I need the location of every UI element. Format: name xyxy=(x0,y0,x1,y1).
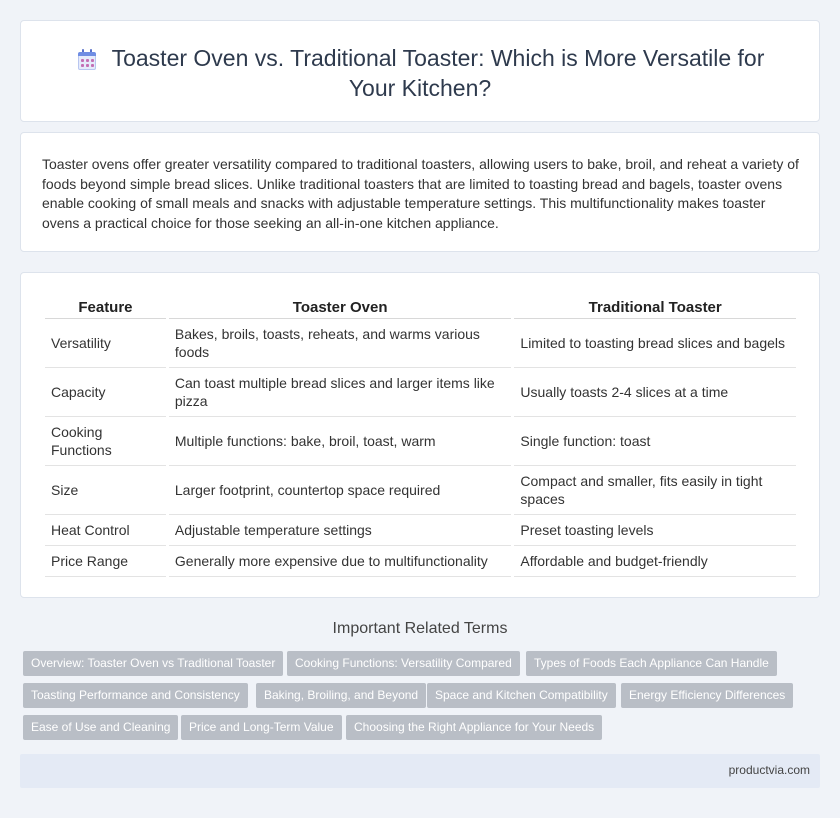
table-row xyxy=(45,546,796,577)
table-cell: Usually toasts 2-4 slices at a time xyxy=(514,368,796,417)
related-tag[interactable]: Price and Long-Term Value xyxy=(181,715,342,740)
table-cell: Larger footprint, countertop space required xyxy=(169,466,512,515)
header-toaster-oven: Toaster Oven xyxy=(169,295,512,319)
table-cell: Can toast multiple bread slices and larger items like pizza xyxy=(169,368,512,417)
table-row xyxy=(45,466,796,515)
table-row xyxy=(45,368,796,417)
intro-card xyxy=(20,132,820,252)
related-tag[interactable]: Choosing the Right Appliance for Your Needs xyxy=(346,715,602,740)
header-traditional-toaster: Traditional Toaster xyxy=(514,295,796,319)
related-tag[interactable]: Ease of Use and Cleaning xyxy=(23,715,178,740)
table-row xyxy=(45,319,796,368)
related-tag[interactable]: Energy Efficiency Differences xyxy=(621,683,793,708)
title-wrap xyxy=(61,43,779,103)
footer-site-link[interactable]: productvia.com xyxy=(728,763,810,777)
table-cell: Size xyxy=(45,466,166,515)
related-tag[interactable]: Baking, Broiling, and Beyond xyxy=(256,683,426,708)
related-tag[interactable]: Space and Kitchen Compatibility xyxy=(427,683,616,708)
table-cell: Affordable and budget-friendly xyxy=(514,546,796,577)
comparison-table xyxy=(42,295,799,577)
table-cell: Price Range xyxy=(45,546,166,577)
comparison-card xyxy=(20,272,820,598)
header-feature: Feature xyxy=(45,295,166,319)
related-terms-heading: Important Related Terms xyxy=(332,620,508,637)
table-cell: Bakes, broils, toasts, reheats, and warms various foods xyxy=(169,319,512,368)
footer xyxy=(20,754,820,788)
related-tag[interactable]: Cooking Functions: Versatility Compared xyxy=(287,651,520,676)
table-cell: Capacity xyxy=(45,368,166,417)
calendar-icon xyxy=(76,49,98,71)
table-cell: Preset toasting levels xyxy=(514,515,796,546)
related-tag[interactable]: Types of Foods Each Appliance Can Handle xyxy=(526,651,777,676)
table-header-row xyxy=(45,295,796,319)
table-cell: Single function: toast xyxy=(514,417,796,466)
table-cell: Generally more expensive due to multifunctionality xyxy=(169,546,512,577)
table-cell: Multiple functions: bake, broil, toast, warm xyxy=(169,417,512,466)
title-card xyxy=(20,20,820,122)
table-cell: Compact and smaller, fits easily in tight spaces xyxy=(514,466,796,515)
table-cell: Cooking Functions xyxy=(45,417,166,466)
related-tag[interactable]: Overview: Toaster Oven vs Traditional Toaster xyxy=(23,651,283,676)
page-title: Toaster Oven vs. Traditional Toaster: Which is More Versatile for Your Kitchen? xyxy=(111,45,765,101)
intro-paragraph: Toaster ovens offer greater versatility compared to traditional toasters, allowing users to bake, broil, and reheat a variety of foods beyond simple bread slices. Unlike traditional toasters that are limited to toasting bread and bagels, toaster ovens enable cooking of small meals and snacks with adjustable temperature settings. This multifunctionality makes toaster ovens a practical choice for those seeking an all-in-one kitchen appliance. xyxy=(42,156,799,231)
table-cell: Versatility xyxy=(45,319,166,368)
table-row xyxy=(45,417,796,466)
table-row xyxy=(45,515,796,546)
table-cell: Limited to toasting bread slices and bagels xyxy=(514,319,796,368)
table-cell: Heat Control xyxy=(45,515,166,546)
table-cell: Adjustable temperature settings xyxy=(169,515,512,546)
related-tag[interactable]: Toasting Performance and Consistency xyxy=(23,683,248,708)
